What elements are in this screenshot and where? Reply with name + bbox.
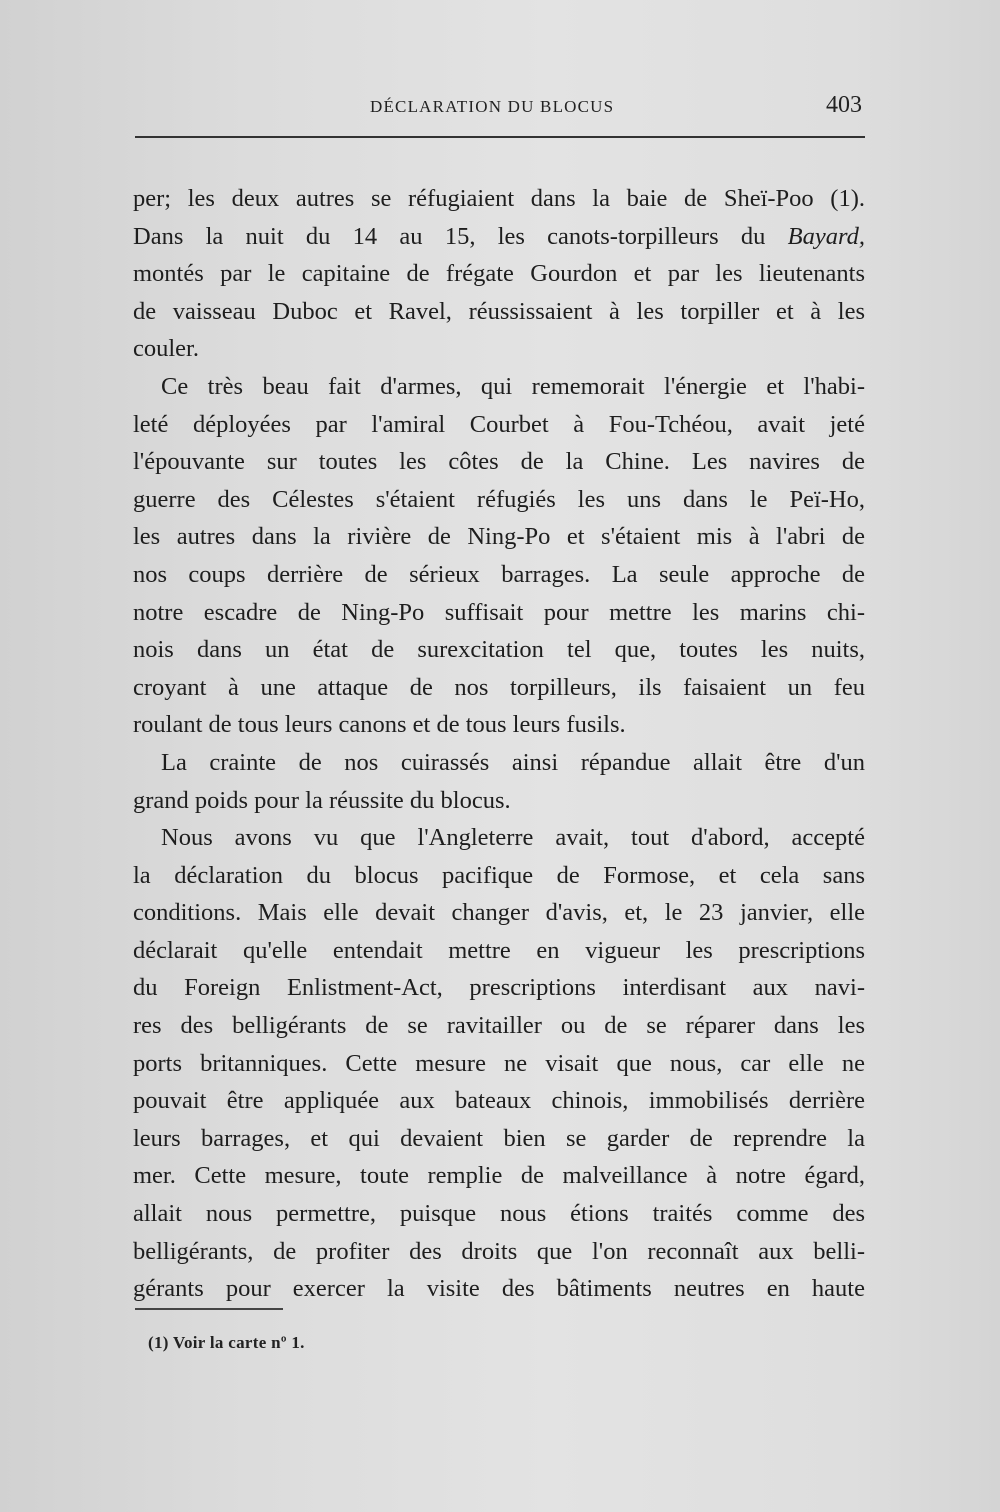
text-line: leurs barrages, et qui devaient bien se garder de reprendre la	[133, 1124, 865, 1152]
running-title: DÉCLARATION DU BLOCUS	[370, 97, 615, 116]
header-rule	[135, 136, 865, 138]
text-line: roulant de tous leurs canons et de tous leurs fusils.	[133, 711, 626, 739]
paragraph-start-line: Ce très beau fait d'armes, qui rememorait l'énergie et l'habi-	[161, 372, 865, 400]
text-line: allait nous permettre, puisque nous étions traités comme des	[133, 1200, 865, 1228]
footnote-rule	[135, 1308, 283, 1310]
text-line: les autres dans la rivière de Ning-Po et s'étaient mis à l'abri de	[133, 523, 865, 551]
text-line: du Foreign Enlistment-Act, prescriptions interdisant aux navi-	[133, 974, 865, 1002]
text-line: mer. Cette mesure, toute remplie de malveillance à notre égard,	[133, 1162, 865, 1190]
text-line: per; les deux autres se réfugiaient dans la baie de Sheï-Poo (1).	[133, 185, 865, 212]
text-line: notre escadre de Ning-Po suffisait pour mettre les marins chi-	[133, 598, 865, 626]
paragraph-start-line: Nous avons vu que l'Angleterre avait, tout d'abord, accepté	[161, 824, 865, 852]
text-line: ports britanniques. Cette mesure ne visait que nous, car elle ne	[133, 1049, 865, 1077]
text-line: croyant à une attaque de nos torpilleurs, ils faisaient un feu	[133, 673, 865, 701]
page-number: 403	[826, 92, 862, 118]
text-line-segment: Dans la nuit du 14 au 15, les canots-torpilleurs du	[133, 222, 766, 250]
text-line: res des belligérants de se ravitailler ou de se réparer dans les	[133, 1012, 865, 1040]
text-line: gérants pour exercer la visite des bâtiments neutres en haute	[133, 1275, 865, 1303]
text-line: de vaisseau Duboc et Ravel, réussissaient à les torpiller et à les	[133, 297, 865, 325]
text-line: pouvait être appliquée aux bateaux chinois, immobilisés derrière	[133, 1087, 865, 1115]
text-line: la déclaration du blocus pacifique de Formose, et cela sans	[133, 861, 865, 889]
text-line: guerre des Célestes s'étaient réfugiés les uns dans le Peï-Ho,	[133, 485, 865, 513]
text-line: couler.	[133, 335, 199, 363]
text-line: conditions. Mais elle devait changer d'avis, et, le 23 janvier, elle	[133, 899, 865, 927]
footnote: (1) Voir la carte nº 1.	[148, 1333, 305, 1352]
text-line: grand poids pour la réussite du blocus.	[133, 786, 511, 814]
text-line	[133, 218, 865, 256]
text-line: l'épouvante sur toutes les côtes de la Chine. Les navires de	[133, 448, 865, 476]
text-line: leté déployées par l'amiral Courbet à Fou-Tchéou, avait jeté	[133, 410, 865, 438]
text-line: déclarait qu'elle entendait mettre en vigueur les prescriptions	[133, 936, 865, 964]
body-text	[133, 180, 865, 1308]
text-line: montés par le capitaine de frégate Gourdon et par les lieutenants	[133, 260, 865, 288]
ship-name-italic: Bayard,	[787, 222, 865, 250]
text-line: nos coups derrière de sérieux barrages. La seule approche de	[133, 560, 865, 588]
paragraph-start-line: La crainte de nos cuirassés ainsi répandue allait être d'un	[161, 748, 865, 776]
text-line: belligérants, de profiter des droits que l'on reconnaît aux belli-	[133, 1237, 865, 1265]
text-line: nois dans un état de surexcitation tel que, toutes les nuits,	[133, 636, 865, 664]
